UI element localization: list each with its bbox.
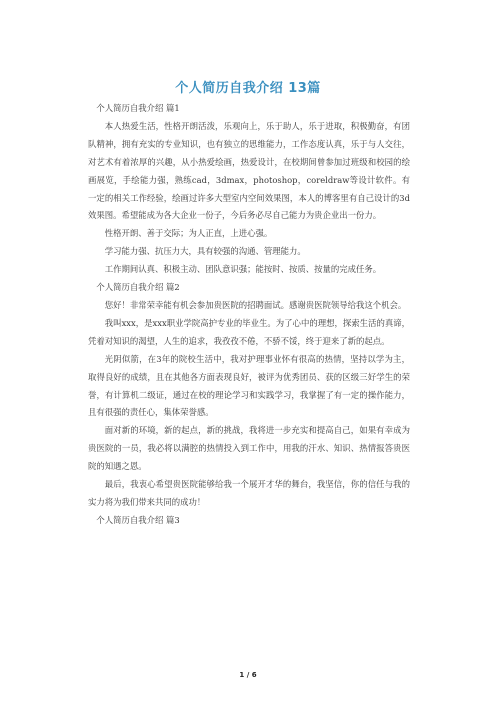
body-paragraph: 本人热爱生活，性格开朗活泼，乐观向上，乐于助人，乐于进取，积极勤奋，有团队精神，拥有充实的专业知识，也有独立的思维能力，工作态度认真，乐于与人交往，对艺术有着浓厚的兴趣，从小热爱绘画，热爱设计，在校期间曾参加过班级和校园的绘画展览，手绘能力强，熟练cad，3dmax，photoshop，coreldraw等设计软件。有一定的相关工作经验，绘画过许多大型室内空间效果图，本人的博客里有自己设计的3d效果图。希望能成为各大企业一份子，今后务必尽自己能力为贵企业出一份力。 [88, 120, 410, 221]
body-paragraph: 性格开朗、善于交际；为人正直，上进心强。 [104, 228, 273, 239]
section-heading: 个人简历自我介绍 篇3 [96, 514, 180, 525]
body-paragraph: 光阴似箭，在3年的院校生活中，我对护理事业怀有很高的热情，坚持以学为主，取得良好的成绩，且在其他各方面表现良好，被评为优秀团员、获的区级三好学生的荣誉，有计算机二级证，通过在校的理论学习和实践学习，我掌握了有一定的操作能力，且有很强的责任心，集体荣誉感。 [88, 353, 410, 418]
section-heading: 个人简历自我介绍 篇1 [96, 103, 180, 113]
section-heading: 个人简历自我介绍 篇2 [96, 282, 180, 293]
page-number: 1 / 6 [239, 671, 257, 679]
body-paragraph: 工作期间认真、积极主动、团队意识强；能按时、按质、按量的完成任务。 [104, 264, 382, 275]
document-title: 个人简历自我介绍 13篇 [175, 81, 321, 96]
body-paragraph: 我叫xxx，是xxx职业学院高护专业的毕业生。为了心中的理想，探索生活的真谛，凭着对知识的渴望，人生的追求，我孜孜不倦，不骄不馁，终于迎来了新的起点。 [88, 317, 410, 346]
document-body [88, 100, 410, 530]
body-paragraph: 学习能力强、抗压力大，具有较强的沟通、管理能力。 [104, 246, 306, 257]
body-paragraph: 您好！非常荣幸能有机会参加贵医院的招聘面试。感谢贵医院领导给我这个机会。 [104, 299, 407, 310]
body-paragraph: 最后，我衷心希望贵医院能够给我一个展开才华的舞台，我坚信，你的信任与我的实力将为我们带来共同的成功！ [88, 479, 410, 507]
body-paragraph: 面对新的环境，新的起点，新的挑战，我将进一步充实和提高自己，如果有幸成为贵医院的一员，我必将以满腔的热情投入到工作中，用我的汗水、知识、热情报答贵医院的知遇之恩。 [88, 425, 410, 472]
